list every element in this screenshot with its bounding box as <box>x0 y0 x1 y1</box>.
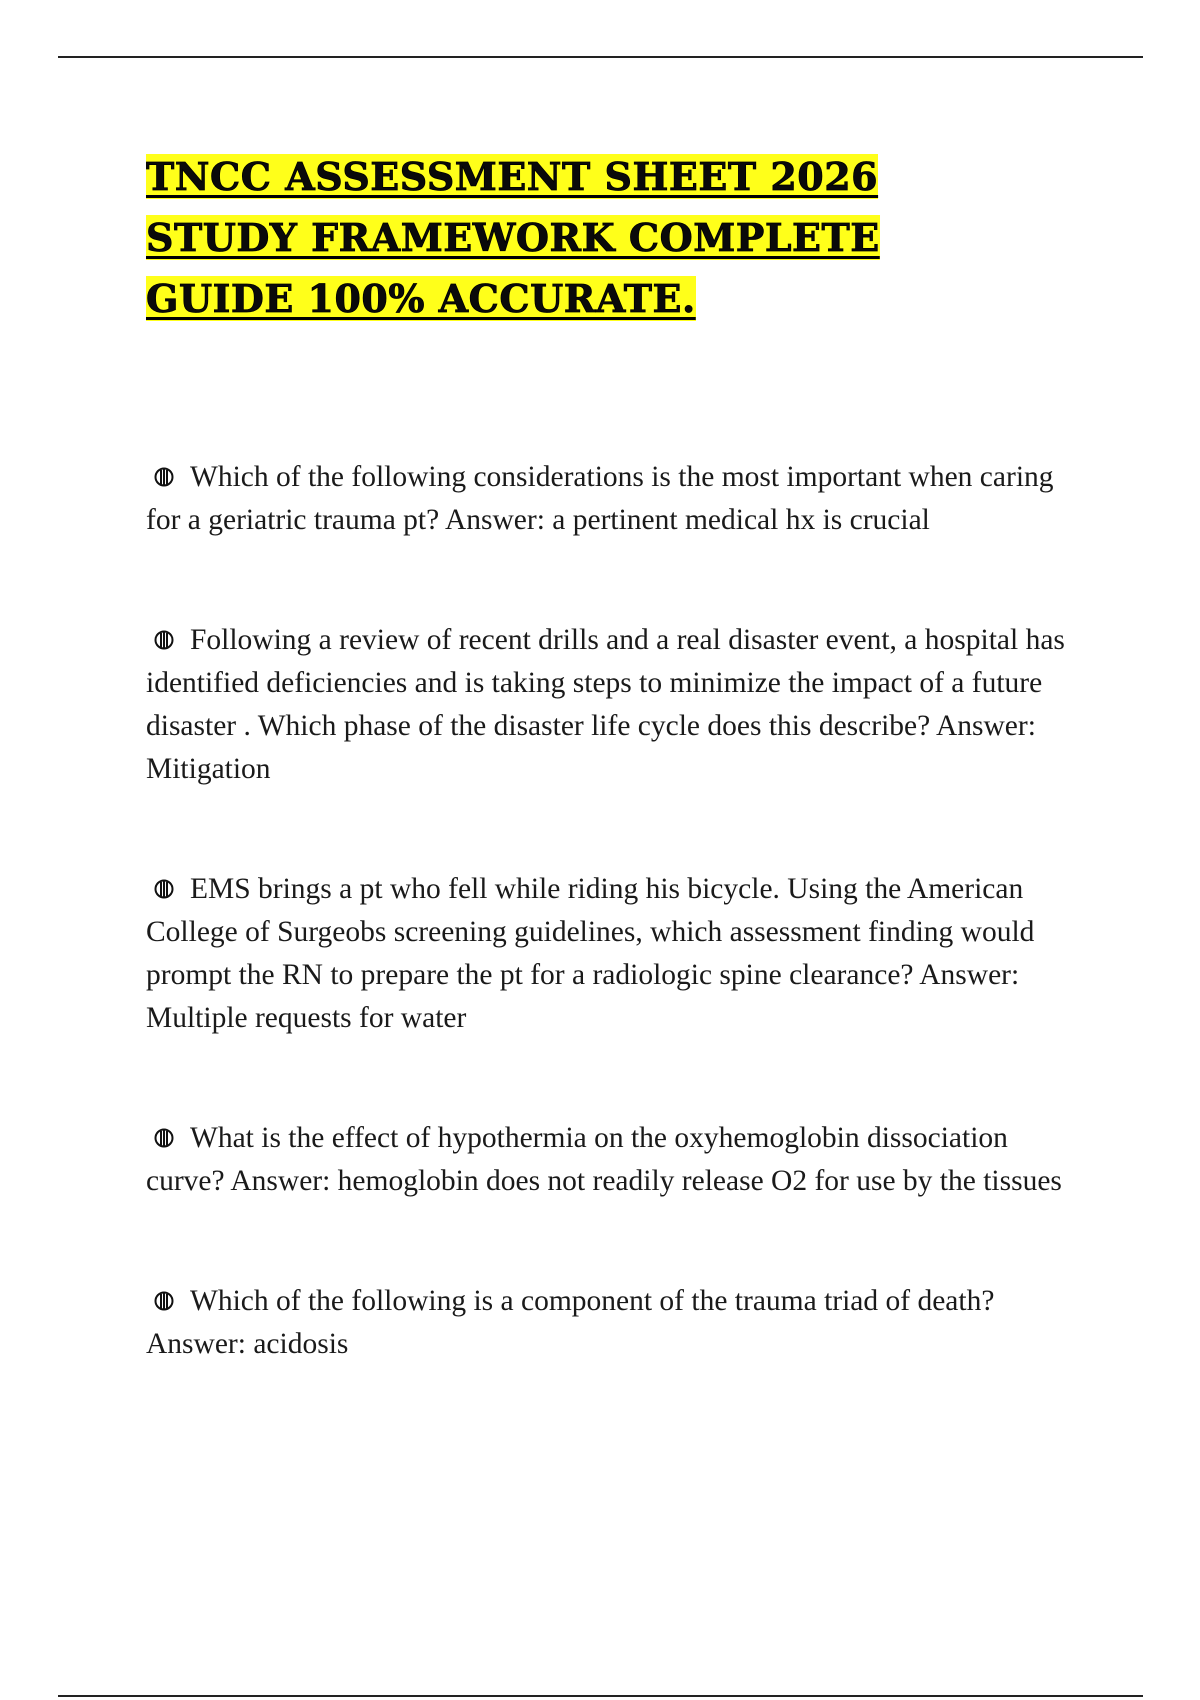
list-item <box>146 1280 1066 1366</box>
list-item <box>146 619 1066 791</box>
title-highlight: TNCC ASSESSMENT SHEET 2026 STUDY FRAMEWORK COMPLETE GUIDE 100% ACCURATE. <box>146 154 880 321</box>
circle-bullet-icon <box>154 630 174 650</box>
item-text: Which of the following is a component of the trauma triad of death? Answer: acidosis <box>146 1285 995 1360</box>
list-item <box>146 1117 1066 1203</box>
document-title <box>146 146 1006 329</box>
circle-bullet-icon <box>154 467 174 487</box>
circle-bullet-icon <box>154 1128 174 1148</box>
circle-bullet-icon <box>154 1291 174 1311</box>
item-text: What is the effect of hypothermia on the oxyhemoglobin dissociation curve? Answer: hemoglobin does not readily release O2 for use by the tissues <box>146 1122 1062 1197</box>
circle-bullet-icon <box>154 879 174 899</box>
item-text: Which of the following considerations is the most important when caring for a geriatric trauma pt? Answer: a pertinent medical hx is crucial <box>146 461 1054 536</box>
item-text: Following a review of recent drills and a real disaster event, a hospital has identified deficiencies and is taking steps to minimize the impact of a future disaster . Which phase of the disaster life cycle does this describe? Answer: Mitigation <box>146 624 1065 785</box>
qa-list <box>146 456 1066 1366</box>
item-text: EMS brings a pt who fell while riding his bicycle. Using the American College of Surgeobs screening guidelines, which assessment finding would prompt the RN to prepare the pt for a radiologic spine clearance? Answer: Multiple requests for water <box>146 873 1035 1034</box>
list-item <box>146 456 1066 542</box>
bottom-rule <box>58 1695 1143 1697</box>
top-rule <box>58 56 1143 58</box>
list-item <box>146 868 1066 1040</box>
